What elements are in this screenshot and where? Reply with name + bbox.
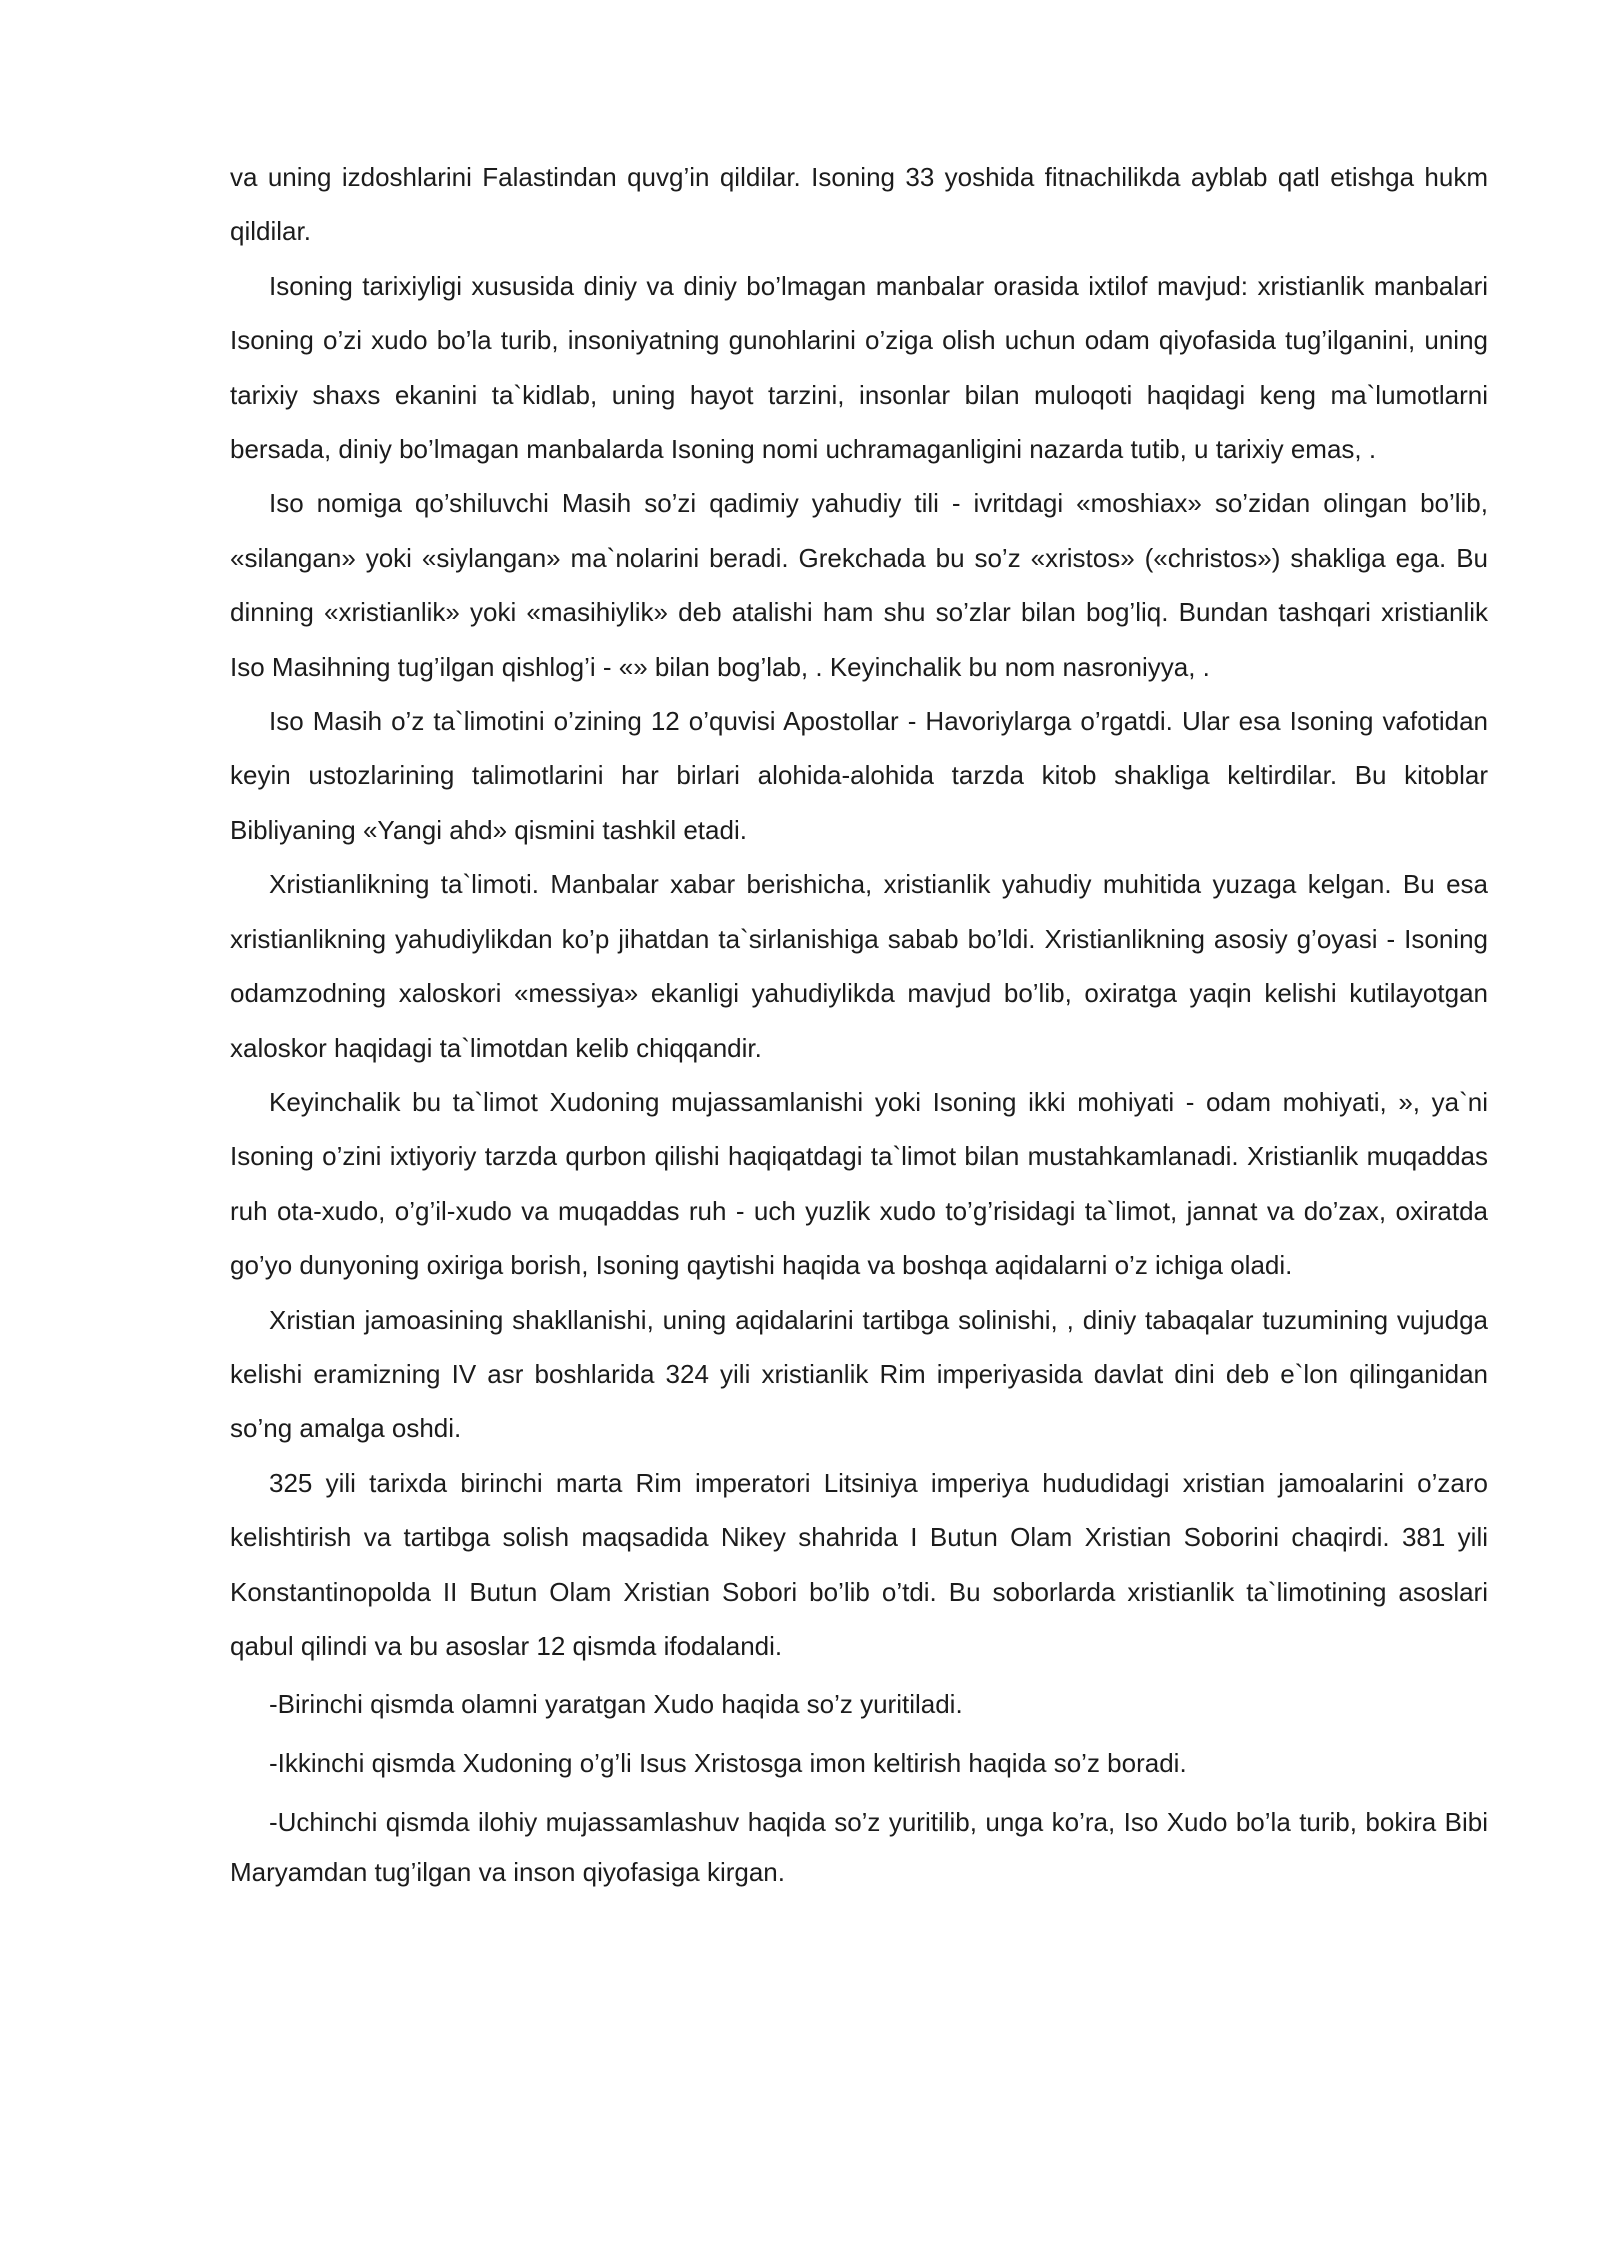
list-item: -Uchinchi qismda ilohiy mujassamlashuv haqida so’z yuritilib, unga ko’ra, Iso Xudo bo’la turib, bokira Bibi Maryamdan tug’ilgan va inson qiyofasiga kirgan.	[230, 1807, 1488, 1888]
paragraph: Keyinchalik bu ta`limot Xudoning mujassamlanishi yoki Isoning ikki mohiyati - odam mohiyati, », ya`ni Isoning o’zini ixtiyoriy tarzda qurbon qilishi haqiqatdagi ta`limot bilan mustahkamlanadi. Xristianlik muqaddas ruh ota-xudo, o’g’il-xudo va muqaddas ruh - uch yuzlik xudo to’g’risidagi ta`limot, jannat va do’zax, oxiratda go’yo dunyoning oxiriga borish, Isoning qaytishi haqida va boshqa aqidalarni o’z ichiga oladi.	[230, 1086, 1488, 1281]
paragraph: Xristianlikning ta`limoti. Manbalar xabar berishicha, xristianlik yahudiy muhitida yuzaga kelgan. Bu esa xristianlikning yahudiylikdan ko’p jihatdan ta`sirlanishiga sabab bo’ldi. Xristianlikning asosiy g’oyasi - Isoning odamzodning xaloskori «messiya» ekanligi yahudiylikda mavjud bo’lib, oxiratga yaqin kelishi kutilayotgan xaloskor haqidagi ta`limotdan kelib chiqqandir.	[230, 869, 1488, 1063]
list-item: -Ikkinchi qismda Xudoning o’g’li Isus Xristosga imon keltirish haqida so’z boradi.	[269, 1748, 1187, 1779]
paragraph: Isoning tarixiyligi xususida diniy va diniy bo’lmagan manbalar orasida ixtilof mavjud: xristianlik manbalari Isoning o’zi xudo bo’la turib, insoniyatning gunohlarini o’ziga olish uchun odam qiyofasida tug’ilganini, uning tarixiy shaxs ekanini ta`kidlab, uning hayot tarzini, insonlar bilan muloqoti haqidagi keng ma`lumotlarni bersada, diniy bo’lmagan manbalarda Isoning nomi uchramaganligini nazarda tutib, u tarixiy emas, .	[230, 270, 1488, 465]
paragraph: Xristian jamoasining shakllanishi, uning aqidalarini tartibga solinishi, , diniy tabaqalar tuzumining vujudga kelishi eramizning IV asr boshlarida 324 yili xristianlik Rim imperiyasida davlat dini deb e`lon qilinganidan so’ng amalga oshdi.	[230, 1304, 1488, 1444]
paragraph: Iso Masih o’z ta`limotini o’zining 12 o’quvisi Apostollar - Havoriylarga o’rgatdi. Ular esa Isoning vafotidan keyin ustozlarining talimotlarini har birlari alohida-alohida tarzda kitob shakliga keltirdilar. Bu kitoblar Bibliyaning «Yangi ahd» qismini tashkil etadi.	[230, 706, 1488, 845]
paragraph: va uning izdoshlarini Falastindan quvg’in qildilar. Isoning 33 yoshida fitnachilikda ayblab qatl etishga hukm qildilar.	[230, 162, 1488, 247]
list-item: -Birinchi qismda olamni yaratgan Xudo haqida so’z yuritiladi.	[269, 1689, 963, 1720]
paragraph: 325 yili tarixda birinchi marta Rim imperatori Litsiniya imperiya hududidagi xristian jamoalarini o’zaro kelishtirish va tartibga solish maqsadida Nikey shahrida I Butun Olam Xristian Soborini chaqirdi. 381 yili Konstantinopolda II Butun Olam Xristian Sobori bo’lib o’tdi. Bu soborlarda xristianlik ta`limotining asoslari qabul qilindi va bu asoslar 12 qismda ifodalandi.	[230, 1467, 1488, 1661]
document-body	[230, 150, 1488, 1906]
paragraph: Iso nomiga qo’shiluvchi Masih so’zi qadimiy yahudiy tili - ivritdagi «moshiax» so’zidan olingan bo’lib, «silangan» yoki «siylangan» ma`nolarini beradi. Grekchada bu so’z «xristos» («christos») shakliga ega. Bu dinning «xristianlik» yoki «masihiylik» deb atalishi ham shu so’zlar bilan bog’liq. Bundan tashqari xristianlik Iso Masihning tug’ilgan qishlog’i - «» bilan bog’lab, . Keyinchalik bu nom nasroniyya, .	[230, 488, 1488, 682]
